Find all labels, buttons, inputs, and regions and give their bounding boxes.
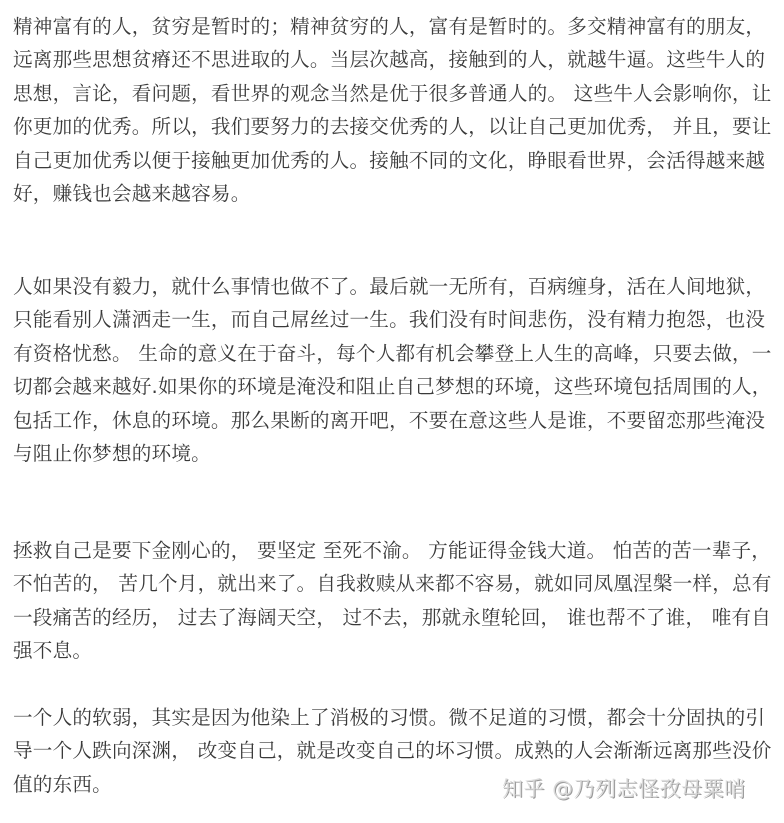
- paragraph-self-salvation: [13, 534, 779, 668]
- text-line: 一段痛苦的经历， 过去了海阔天空， 过不去，那就永堕轮回， 谁也帮不了谁， 唯有自: [13, 605, 772, 629]
- zhihu-watermark: 知乎 @乃列志怪孜母粟哨: [502, 777, 746, 801]
- text-line: 有资格忧愁。 生命的意义在于奋斗，每个人都有机会攀登上人生的高峰，只要去做，一: [13, 341, 772, 365]
- text-line: 值的东西。: [13, 772, 112, 796]
- paragraph-spiritual-wealth: [13, 10, 779, 210]
- text-line: 好，赚钱也会越来越容易。: [13, 181, 251, 205]
- text-line: 导一个人跌向深渊， 改变自己，就是改变自己的坏习惯。成熟的人会渐渐远离那些没价: [13, 739, 772, 763]
- text-line: 切都会越来越好.如果你的环境是淹没和阻止自己梦想的环境，这些环境包括周围的人，: [13, 375, 772, 399]
- text-line: 不怕苦的， 苦几个月，就出来了。自我救赎从来都不容易，就如同凤凰涅槃一样，总有: [13, 572, 772, 596]
- paragraph-perseverance: [13, 270, 779, 470]
- text-line: 思想，言论，看问题，看世界的观念当然是优于很多普通人的。 这些牛人会影响你，让: [13, 81, 772, 105]
- text-line: 精神富有的人，贫穷是暂时的；精神贫穷的人，富有是暂时的。多交精神富有的朋友，: [13, 15, 766, 38]
- text-line: 人如果没有毅力，就什么事情也做不了。最后就一无所有，百病缠身，活在人间地狱，: [13, 275, 766, 298]
- text-line: 拯救自己是要下金刚心的， 要坚定 至死不渝。 方能证得金钱大道。 怕苦的苦一辈子，: [13, 539, 772, 562]
- text-line: 强不息。: [13, 639, 93, 663]
- text-line: 与阻止你梦想的环境。: [13, 441, 211, 465]
- text-line: 远离那些思想贫瘠还不思进取的人。当层次越高，接触到的人，就越牛逼。这些牛人的: [13, 48, 766, 72]
- text-line: 一个人的软弱，其实是因为他染上了消极的习惯。微不足道的习惯，都会十分固执的引: [13, 706, 766, 729]
- text-line: 自己更加优秀以便于接触更加优秀的人。接触不同的文化，睁眼看世界，会活得越来越: [13, 148, 766, 172]
- text-line: 只能看别人潇洒走一生，而自己屌丝过一生。我们没有时间悲伤，没有精力抱怨，也没: [13, 308, 766, 332]
- text-line: 包括工作，休息的环境。那么果断的离开吧，不要在意这些人是谁，不要留恋那些淹没: [13, 408, 766, 432]
- text-line: 你更加的优秀。所以，我们要努力的去接交优秀的人，以让自己更加优秀， 并且，要让: [13, 115, 772, 139]
